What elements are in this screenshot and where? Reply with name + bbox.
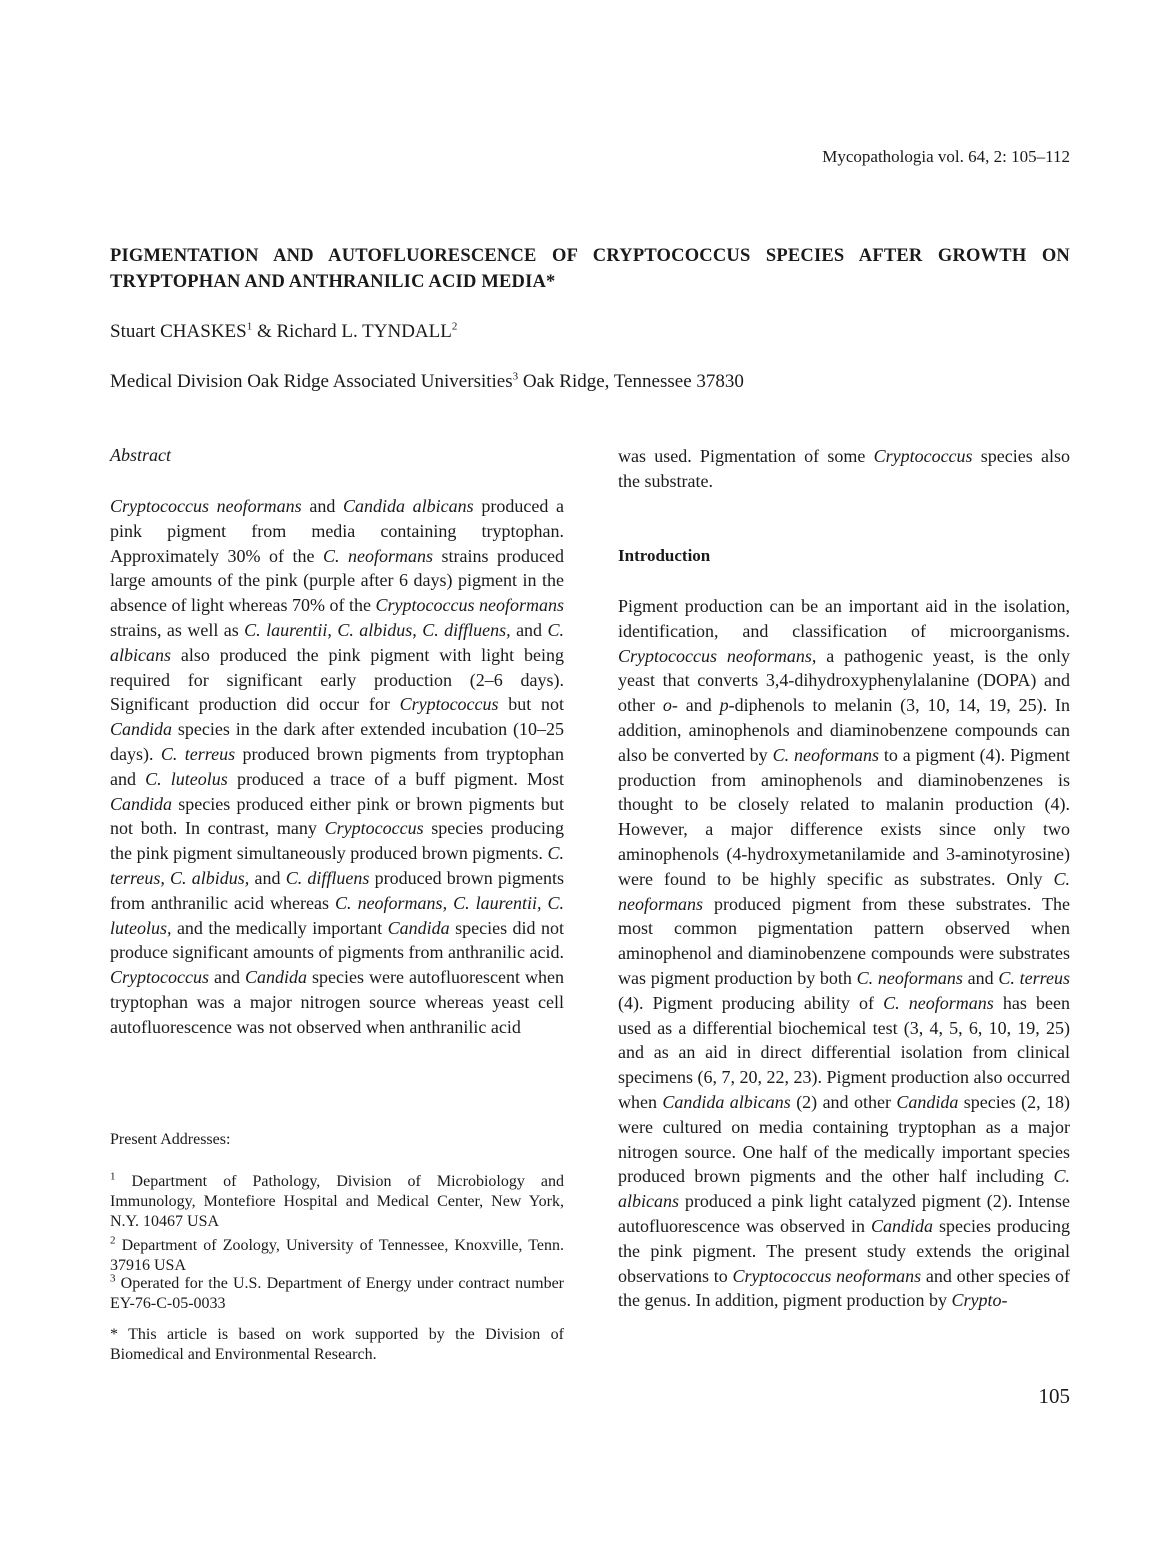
footnote-text: Operated for the U.S. Department of Energy under contract number EY-76-C-05-0033 [110, 1275, 564, 1312]
species-name: Cryptococcus neoformans [110, 496, 302, 516]
species-name: Candida albicans [662, 1091, 791, 1112]
intro-text: Pigment production can be an important aid in the isolation, identification, and classification of microorganisms. [618, 596, 1070, 641]
affiliation-line [110, 371, 1010, 393]
species-name: C. diffluens [285, 867, 370, 888]
abstract-text: and [510, 619, 548, 640]
author-name: Stuart CHASKES [110, 321, 247, 342]
abstract-text: species in the dark after extended incubation (10–25 days). [110, 719, 564, 764]
abstract-text: species did not produce significant amounts of pigments from anthranilic acid. [110, 917, 564, 963]
abstract-text: and [249, 867, 286, 888]
abstract-text: and [301, 496, 343, 516]
abstract-text: and [208, 967, 246, 988]
abstract-text: species produced either pink or brown pigments but not both. In contrast, many [110, 793, 564, 839]
species-name: C. neoformans [856, 967, 963, 988]
abstract-text: produced a trace of a buff pigment. Most [227, 768, 564, 789]
intro-text: diphenols to melanin (3, 10, 14, 19, 25). In addition, aminophenols and diaminobenzene compounds can also be converted by [618, 695, 1070, 765]
intro-text: to a pigment (4). Pigment production from aminophenols and diaminobenzenes is thought to be closely related to malanin production (4). However, a major difference exists since only two aminophenols (4-hydroxymetanilamide and 3-aminotyrosine) were found to be highly specific as substrates. Only [618, 744, 1070, 889]
abstract-text: species also the substrate. [618, 446, 1070, 491]
author-line [110, 321, 810, 343]
author-separator: & [252, 321, 277, 342]
footnote [110, 1172, 564, 1232]
species-name: Candida [245, 967, 308, 988]
intro-text: (2) and other [790, 1091, 897, 1112]
introduction-body [618, 594, 1070, 1313]
chemical-prefix: p- [719, 695, 735, 716]
footnote-marker: 2 [110, 1234, 116, 1247]
affiliation-marker: 1 [246, 320, 253, 333]
intro-text: (4). Pigment producing ability of [618, 992, 884, 1013]
species-name: Cryptococcus [873, 446, 973, 466]
species-name: Candida [110, 719, 173, 740]
species-name: C. neoformans [322, 545, 433, 566]
journal-citation: Mycopathologia vol. 64, 2: 105–112 [822, 147, 1070, 166]
species-name: C. terreus [160, 743, 236, 764]
abstract-text: produced brown pigments from tryptophan and [110, 743, 565, 789]
footnote [110, 1274, 564, 1314]
abstract-text: species producing the pink pigment simultaneously produced brown pigments. [110, 818, 564, 864]
species-name: Candida [387, 917, 450, 938]
page-number: 105 [1038, 1384, 1070, 1408]
addresses-heading: Present Addresses: [110, 1131, 231, 1148]
species-name: C. terreus, C. albidus, [110, 843, 564, 888]
intro-text: and other species of the genus. In addition, pigment production by [618, 1265, 1070, 1311]
species-name: C. neoformans, C. laurentii, C. luteolus, [110, 892, 564, 938]
article-title: PIGMENTATION AND AUTOFLUORESCENCE OF CRYPTOCOCCUS SPECIES AFTER GROWTH ON TRYPTOPHAN AND ANTHRANILIC ACID MEDIA* [110, 246, 1070, 292]
footnote-text: Department of Zoology, University of Tennessee, Knoxville, Tenn. 37916 USA [110, 1237, 564, 1274]
affiliation-marker: 3 [512, 370, 519, 383]
species-name: C. terreus [998, 967, 1070, 988]
intro-text: and [962, 967, 999, 988]
species-name: C. neoformans [618, 868, 1070, 914]
species-name: Crypto- [951, 1290, 1008, 1311]
footnote-text: Department of Pathology, Division of Microbiology and Immunology, Montefiore Hospital and Medical Center, New York, N.Y. 10467 USA [110, 1173, 564, 1230]
intro-text: , a pathogenic yeast, is the only yeast that converts 3,4-dihydroxyphenylalanine (DOPA) and other [618, 645, 1070, 716]
footnote-marker: 1 [110, 1170, 116, 1183]
funding-footnote: * This article is based on work supported by the Division of Biomedical and Environmental Research. [110, 1326, 564, 1363]
abstract-text: also produced the pink pigment with light being required for significant early production (2–6 days). Significant production did occur for [110, 644, 564, 715]
affiliation-marker: 2 [451, 320, 458, 333]
abstract-text: and the medically important [171, 917, 388, 938]
species-name: C. albicans [110, 619, 564, 665]
abstract-body [110, 494, 564, 1040]
abstract-text: species were autofluorescent when tryptophan was a major nitrogen source whereas yeast cell autofluorescence was not observed when anthranilic acid [110, 967, 564, 1037]
intro-text: and [677, 695, 720, 716]
affiliation-text: Medical Division Oak Ridge Associated Universities [110, 371, 513, 392]
species-name: Cryptococcus neoformans [375, 595, 564, 616]
species-name: Cryptococcus neoformans [618, 645, 812, 666]
abstract-text: strains produced large amounts of the pink (purple after 6 days) pigment in the absence of light whereas 70% of the [110, 545, 564, 616]
author-name: Richard L. TYNDALL [276, 321, 452, 342]
species-name: Cryptococcus neoformans [732, 1265, 922, 1286]
species-name: Cryptococcus [110, 967, 209, 988]
footnote-marker: 3 [110, 1272, 116, 1285]
species-name: C. neoformans [883, 992, 994, 1013]
species-name: Candida [896, 1091, 959, 1112]
abstract-text: but not [498, 694, 564, 715]
abstract-text: produced brown pigments from anthranilic acid whereas [110, 867, 564, 913]
intro-text: produced a pink light catalyzed pigment (2). Intense autofluorescence was observed in [618, 1191, 1070, 1236]
species-name: Cryptococcus [324, 818, 424, 839]
species-name: Candida [110, 793, 173, 814]
abstract-text: was used. Pigmentation of some [618, 446, 874, 466]
species-name: C. laurentii, C. albidus, C. diffluens, [244, 619, 511, 640]
intro-text: produced pigment from these substrates. The most common pigmentation pattern observed when aminophenol and diaminobenzene compounds were substrates was pigment production by both [618, 893, 1070, 988]
species-name: C. luteolus [145, 768, 228, 789]
intro-text: has been used as a differential biochemical test (3, 4, 5, 6, 10, 19, 25) and as an aid in direct differential isolation from clinical specimens (6, 7, 20, 22, 23). Pigment production also occurred when [618, 992, 1070, 1112]
abstract-text: produced a pink pigment from media containing tryptophan. Approximately 30% of the [110, 496, 564, 566]
abstract-heading: Abstract [110, 445, 171, 465]
introduction-heading: Introduction [618, 546, 711, 565]
species-name: Candida albicans [343, 496, 474, 516]
intro-text: species (2, 18) were cultured on media containing tryptophan as a major nitrogen source. One half of the medically important species produced brown pigments and the other half including [618, 1091, 1071, 1187]
footnote [110, 1236, 564, 1276]
species-name: Cryptococcus [399, 694, 499, 715]
species-name: C. albicans [618, 1166, 1070, 1212]
abstract-continuation [618, 444, 1070, 494]
affiliation-text: Oak Ridge, Tennessee 37830 [518, 371, 744, 392]
chemical-prefix: o- [662, 695, 678, 716]
intro-text: species producing the pink pigment. The present study extends the original observations to [618, 1215, 1070, 1286]
abstract-text: strains, as well as [110, 619, 245, 640]
species-name: C. neoformans [772, 744, 879, 765]
species-name: Candida [870, 1215, 933, 1236]
